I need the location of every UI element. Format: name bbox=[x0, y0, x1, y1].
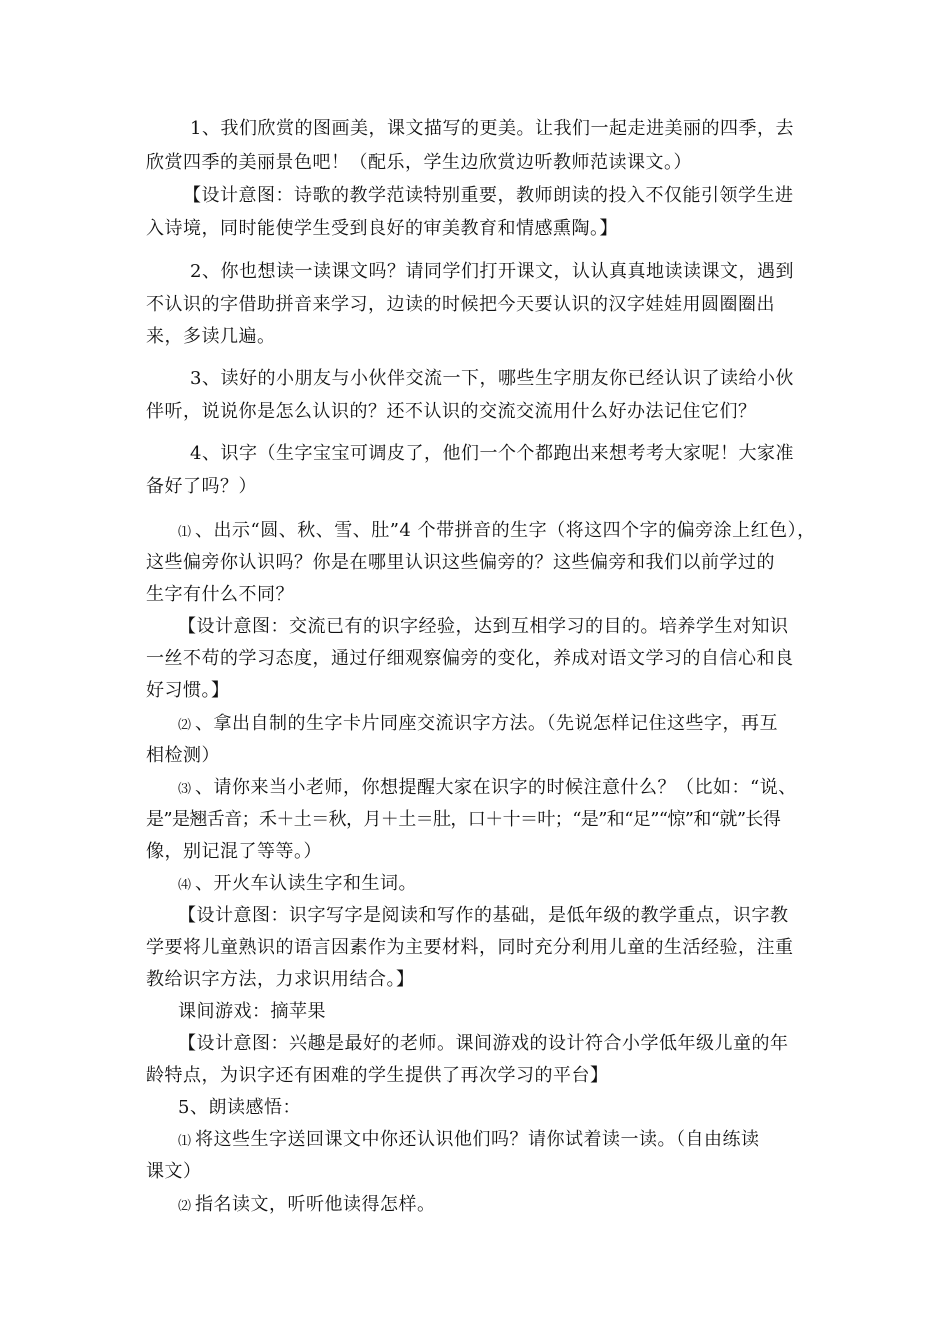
text-line: 1、我们欣赏的图画美，课文描写的更美。让我们一起走进美丽的四季，去 bbox=[190, 118, 794, 139]
text-line: 备好了吗？） bbox=[146, 476, 257, 497]
item-marker: ⑶ bbox=[178, 782, 192, 797]
text-line: 龄特点，为识字还有困难的学生提供了再次学习的平台】 bbox=[146, 1065, 609, 1086]
text-line: 欣赏四季的美丽景色吧！（配乐，学生边欣赏边听教师范读课文。） bbox=[146, 152, 692, 173]
item-marker: ⑴ bbox=[178, 525, 192, 540]
text-line: 2、你也想读一读课文吗？请同学们打开课文，认认真真地读读课文，遇到 bbox=[190, 261, 794, 282]
text-line: 【设计意图：兴趣是最好的老师。课间游戏的设计符合小学低年级儿童的年 bbox=[178, 1033, 789, 1054]
text-line: 3、读好的小朋友与小伙伴交流一下，哪些生字朋友你已经认识了读给小伙 bbox=[190, 368, 794, 389]
item-text: 指名读文，听听他读得怎样。 bbox=[195, 1194, 436, 1215]
text-line: 这些偏旁你认识吗？你是在哪里认识这些偏旁的？这些偏旁和我们以前学过的 bbox=[146, 552, 775, 573]
text-line: 课间游戏：摘苹果 bbox=[178, 1001, 326, 1022]
item-marker: ⑵ bbox=[178, 718, 192, 733]
text-line: 不认识的字借助拼音来学习，边读的时候把今天要认识的汉字娃娃用圆圈圈出 bbox=[146, 294, 775, 315]
item-text: 、出示“圆、秋、雪、肚”4 个带拼音的生字（将这四个字的偏旁涂上红色）， bbox=[195, 520, 816, 541]
text-line: 5、朗读感悟： bbox=[178, 1097, 301, 1118]
text-line: 一丝不苟的学习态度，通过仔细观察偏旁的变化，养成对语文学习的自信心和良 bbox=[146, 648, 794, 669]
text-line: 入诗境，同时能使学生受到良好的审美教育和情感熏陶。】 bbox=[146, 218, 618, 239]
list-item-line bbox=[178, 873, 417, 897]
list-item-line bbox=[178, 777, 797, 801]
list-item-line bbox=[178, 713, 778, 737]
text-line: 【设计意图：诗歌的教学范读特别重要，教师朗读的投入不仅能引领学生进 bbox=[183, 185, 794, 206]
text-line: 教给识字方法，力求识用结合。】 bbox=[146, 969, 415, 990]
item-text: 、开火车认读生字和生词。 bbox=[195, 873, 418, 894]
text-line: 是”是翘舌音；禾＋土＝秋，月＋土＝肚，口＋十＝叶；“是”和“足”“惊”和“就”长得 bbox=[146, 809, 781, 830]
text-line: 像，别记混了等等。） bbox=[146, 841, 322, 862]
item-marker: ⑷ bbox=[178, 878, 192, 893]
text-line: 【设计意图：识字写字是阅读和写作的基础，是低年级的教学重点，识字教 bbox=[178, 905, 789, 926]
text-line: 【设计意图：交流已有的识字经验，达到互相学习的目的。培养学生对知识 bbox=[178, 616, 789, 637]
text-line: 来，多读几遍。 bbox=[146, 326, 276, 347]
text-line: 学要将儿童熟识的语言因素作为主要材料，同时充分利用儿童的生活经验，注重 bbox=[146, 937, 794, 958]
item-marker: ⑵ bbox=[178, 1199, 192, 1214]
text-line: 好习惯。】 bbox=[146, 680, 230, 701]
item-marker: ⑴ bbox=[178, 1134, 192, 1149]
item-text: 将这些生字送回课文中你还认识他们吗？请你试着读一读。（自由练读 bbox=[195, 1129, 760, 1150]
text-line: 伴听，说说你是怎么认识的？还不认识的交流交流用什么好办法记住它们？ bbox=[146, 401, 757, 422]
text-line: 课文） bbox=[146, 1161, 202, 1182]
list-item-line bbox=[178, 1129, 760, 1153]
item-text: 、请你来当小老师，你想提醒大家在识字的时候注意什么？（比如：“说、 bbox=[195, 777, 797, 798]
text-line: 生字有什么不同？ bbox=[146, 584, 294, 605]
item-text: 、拿出自制的生字卡片同座交流识字方法。（先说怎样记住这些字，再互 bbox=[195, 713, 779, 734]
text-line: 4、识字（生字宝宝可调皮了，他们一个个都跑出来想考考大家呢！大家准 bbox=[190, 443, 794, 464]
list-item-line bbox=[178, 520, 816, 544]
list-item-line bbox=[178, 1194, 436, 1218]
text-line: 相检测） bbox=[146, 745, 220, 766]
